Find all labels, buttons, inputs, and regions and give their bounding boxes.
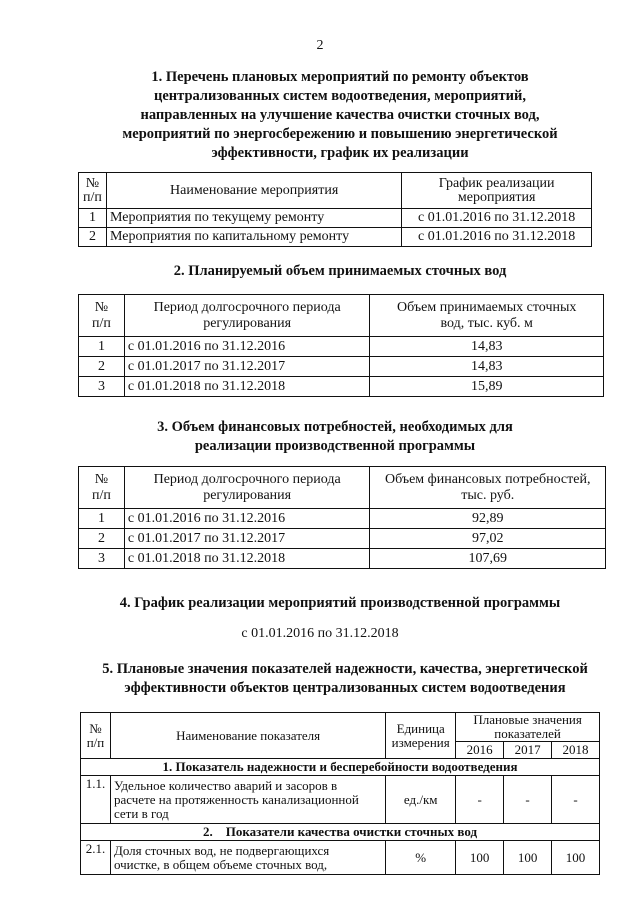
cell-num: 1.1. [81, 776, 111, 824]
group-title: 1. Показатель надежности и бесперебойности водоотведения [81, 759, 600, 776]
header-name: Наименование мероприятия [106, 173, 401, 209]
cell-period: с 01.01.2018 по 31.12.2018 [124, 549, 370, 569]
header-year: 2018 [552, 742, 600, 759]
header-period: Период долгосрочного периода регулирования [124, 295, 370, 337]
cell-unit: % [386, 841, 456, 875]
cell-num: 1 [79, 509, 125, 529]
section1-title-line: мероприятий по энергосбережению и повышению энергетической [122, 126, 558, 142]
table-row [79, 209, 592, 228]
cell-period: с 01.01.2016 по 31.12.2016 [124, 337, 370, 357]
page-number: 2 [316, 38, 324, 53]
section3-title-line: 3. Объем финансовых потребностей, необходимых для [157, 419, 513, 435]
cell-value: 100 [456, 841, 504, 875]
cell-name: Мероприятия по текущему ремонту [106, 209, 401, 228]
cell-value: - [504, 776, 552, 824]
table-row [79, 228, 592, 247]
section1-title-line: направленных на улучшение качества очистки сточных вод, [140, 107, 540, 123]
section1-title [60, 68, 620, 163]
header-num: № п/п [79, 173, 107, 209]
section2-title: 2. Планируемый объем принимаемых сточных вод [173, 263, 507, 279]
table-row [79, 357, 604, 377]
section5-table [80, 712, 600, 875]
table-row [79, 529, 606, 549]
cell-value: 107,69 [370, 549, 606, 569]
table-row [81, 776, 600, 824]
section4-period: с 01.01.2016 по 31.12.2018 [241, 626, 399, 641]
header-num: № п/п [79, 295, 125, 337]
cell-period: с 01.01.2016 по 31.12.2016 [124, 509, 370, 529]
cell-value: - [552, 776, 600, 824]
section1-title-line: централизованных систем водоотведения, мероприятий, [154, 88, 526, 104]
cell-value: - [456, 776, 504, 824]
section3-title [100, 418, 570, 456]
section2-table [78, 294, 604, 397]
table-row [79, 549, 606, 569]
cell-unit: ед./км [386, 776, 456, 824]
cell-name: Доля сточных вод, не подвергающихся очистке, в общем объеме сточных вод, [110, 841, 385, 875]
header-value: Объем финансовых потребностей, тыс. руб. [370, 467, 606, 509]
section1-title-line: 1. Перечень плановых мероприятий по ремонту объектов [151, 69, 529, 85]
cell-schedule: с 01.01.2016 по 31.12.2018 [402, 228, 592, 247]
cell-schedule: с 01.01.2016 по 31.12.2018 [402, 209, 592, 228]
section1-table [78, 172, 592, 247]
cell-value: 14,83 [370, 357, 604, 377]
cell-period: с 01.01.2017 по 31.12.2017 [124, 357, 370, 377]
section5-title [50, 660, 640, 698]
cell-num: 3 [79, 377, 125, 397]
section3-title-line: реализации производственной программы [194, 438, 476, 454]
table-row [79, 337, 604, 357]
table-group-row [81, 759, 600, 776]
cell-value: 100 [504, 841, 552, 875]
cell-value: 14,83 [370, 337, 604, 357]
section5-title-line: 5. Плановые значения показателей надежности, качества, энергетической [102, 661, 588, 677]
cell-period: с 01.01.2018 по 31.12.2018 [124, 377, 370, 397]
section4-title: 4. График реализации мероприятий производственной программы [119, 595, 561, 611]
table-group-row [81, 824, 600, 841]
header-year: 2017 [504, 742, 552, 759]
header-schedule: График реализации мероприятия [402, 173, 592, 209]
cell-num: 2.1. [81, 841, 111, 875]
table-header-row [81, 713, 600, 742]
header-planned: Плановые значения показателей [456, 713, 600, 742]
header-num: № п/п [79, 467, 125, 509]
cell-value: 15,89 [370, 377, 604, 397]
table-header-row [79, 173, 592, 209]
cell-num: 1 [79, 209, 107, 228]
cell-num: 2 [79, 228, 107, 247]
header-year: 2016 [456, 742, 504, 759]
table-row [79, 377, 604, 397]
header-name: Наименование показателя [110, 713, 385, 759]
table-row [81, 841, 600, 875]
header-unit: Единица измерения [386, 713, 456, 759]
section3-table [78, 466, 606, 569]
group-title: 2. Показатели качества очистки сточных вод [81, 824, 600, 841]
table-row [79, 509, 606, 529]
table-header-row [79, 467, 606, 509]
cell-num: 2 [79, 357, 125, 377]
cell-value: 92,89 [370, 509, 606, 529]
cell-name: Удельное количество аварий и засоров в расчете на протяженность канализационной сети в год [110, 776, 385, 824]
cell-value: 100 [552, 841, 600, 875]
table-header-row [79, 295, 604, 337]
cell-num: 1 [79, 337, 125, 357]
cell-num: 3 [79, 549, 125, 569]
section5-title-line: эффективности объектов централизованных систем водоотведения [124, 680, 566, 696]
header-num: № п/п [81, 713, 111, 759]
header-value: Объем принимаемых сточных вод, тыс. куб. м [370, 295, 604, 337]
cell-num: 2 [79, 529, 125, 549]
cell-name: Мероприятия по капитальному ремонту [106, 228, 401, 247]
cell-value: 97,02 [370, 529, 606, 549]
cell-period: с 01.01.2017 по 31.12.2017 [124, 529, 370, 549]
section1-title-line: эффективности, график их реализации [211, 145, 469, 161]
header-period: Период долгосрочного периода регулирования [124, 467, 370, 509]
